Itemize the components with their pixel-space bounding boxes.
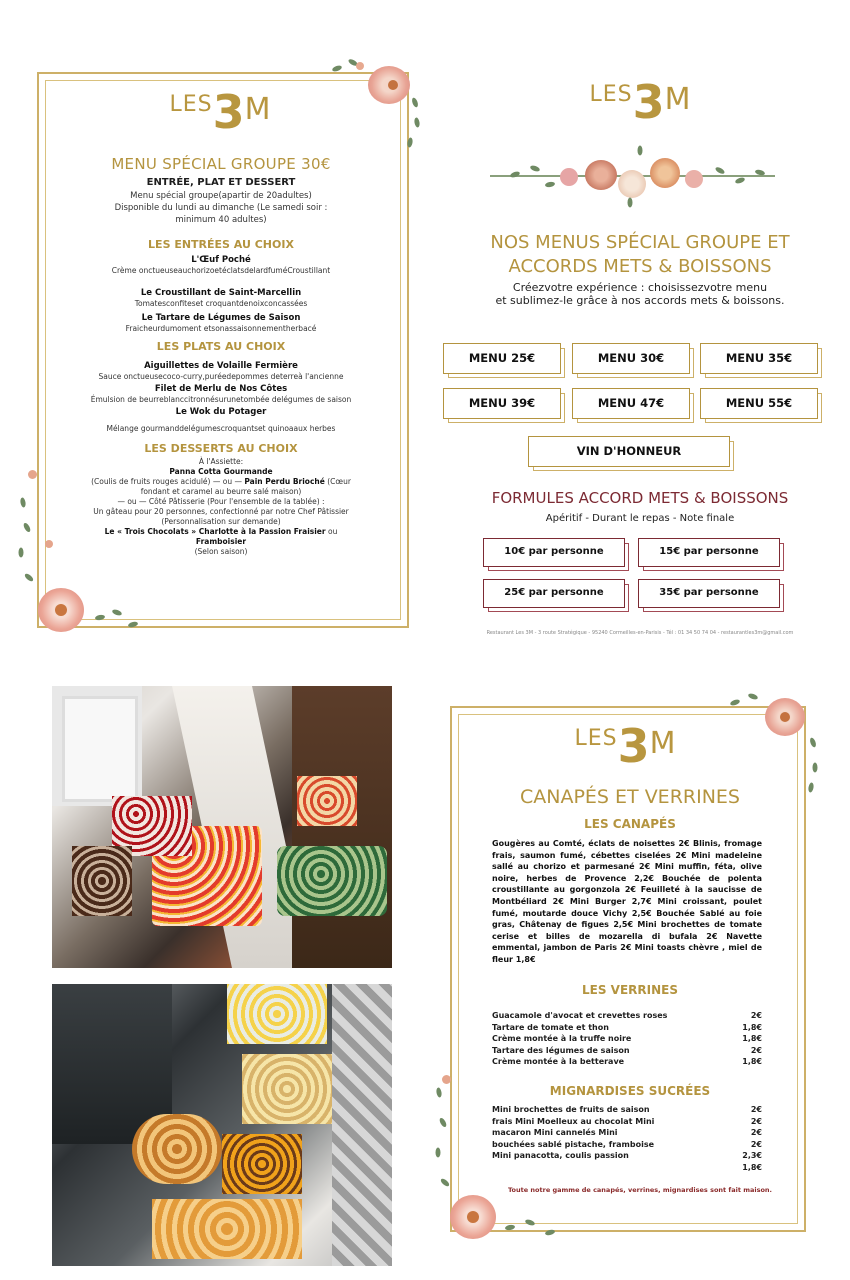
verrine-row: Crème montée à la truffe noire 1,8€ [492,1034,762,1043]
formules-intro: et sublimez-le grâce à nos accords mets & boissons. [495,294,785,307]
menu-30-button[interactable]: MENU 30€ [572,343,690,374]
mignardise-row: Mini panacotta, coulis passion 2,3€ [492,1151,762,1160]
dessert-name: Framboisier [195,537,247,546]
price-10-button[interactable]: 10€ par personne [483,538,625,567]
buffet-photo-bottom [52,984,392,1266]
menu-25-button[interactable]: MENU 25€ [443,343,561,374]
accord-title: FORMULES ACCORD METS & BOISSONS [491,489,789,507]
dessert-line: (Selon saison) [194,547,248,556]
price-25-button[interactable]: 25€ par personne [483,579,625,608]
mignardise-row: 1,8€ [742,1162,762,1172]
dish-description: Mélange gourmanddelégumescroquantset quinoaaux herbes [106,424,336,433]
mignardise-row: frais Mini Moelleux au chocolat Mini 2€ [492,1116,762,1126]
mignardise-row: bouchées sablé pistache, framboise 2€ [492,1139,762,1149]
menu-card-formules [430,0,850,650]
section-title-verrines: LES VERRINES [582,983,678,997]
dessert-line: Le « Trois Chocolats » Charlotte à la Passion Fraisier ou [104,527,338,536]
dessert-name: Panna Cotta Gourmande [169,467,273,476]
menu-card-canapes [430,680,850,1280]
verrine-row: Crème montée à la betterave 1,8€ [492,1057,762,1066]
price-15-button[interactable]: 15€ par personne [638,538,780,567]
formules-heading-line: NOS MENUS SPÉCIAL GROUPE ET [490,232,790,253]
restaurant-footer: Restaurant Les 3M - 3 route Stratégique - 95240 Cormeilles-en-Parisis - Tél : 01 34 50 74 04 - restaurantles3m@gmail.com [486,630,794,636]
dish-name: Le Croustillant de Saint-Marcellin [140,288,302,298]
price-35-button[interactable]: 35€ par personne [638,579,780,608]
homemade-note: Toute notre gamme de canapés, verrines, mignardises sont fait maison. [507,1186,773,1194]
dessert-name: Le « Trois Chocolats » Charlotte à la Passion Fraisier [104,527,326,536]
menu-47-button[interactable]: MENU 47€ [572,388,690,419]
mignardise-row: Mini brochettes de fruits de saison 2€ [492,1105,762,1114]
dessert-line: fondant et caramel au beurre salé maison) [140,487,302,496]
accord-subtitle: Apéritif - Durant le repas - Note finale [545,513,735,524]
menu-condition-line: Disponible du lundi au dimanche (Le samedi soir : [114,203,328,213]
menu-35-button[interactable]: MENU 35€ [700,343,818,374]
verrine-row: Tartare des légumes de saison 2€ [492,1045,762,1055]
dessert-line: (Coulis de fruits rouges acidulé) — ou — Pain Perdu Brioché (Cœur [91,477,351,486]
dish-description: Crème onctueuseauchorizoetéclatsdelardfuméCroustillant [111,266,331,275]
section-title-mignardises: MIGNARDISES SUCRÉES [549,1084,711,1098]
dish-description: Émulsion de beurreblanccitronnésurunetombée delégumes de saison [90,395,352,404]
section-title-desserts: LES DESSERTS AU CHOIX [144,442,298,455]
menu-39-button[interactable]: MENU 39€ [443,388,561,419]
dish-name: L'Œuf Poché [191,255,251,265]
verrine-row: Tartare de tomate et thon 1,8€ [492,1022,762,1032]
formules-heading-line: ACCORDS METS & BOISSONS [508,256,772,277]
menu-condition-line: minimum 40 adultes) [175,215,267,225]
mignardise-row: macaron Mini cannelés Mini 2€ [492,1128,762,1137]
logo: LES3M [589,75,691,129]
canapes-title: CANAPÉS ET VERRINES [520,786,740,808]
dish-description: Sauce onctueusecoco-curry,puréedepommes deterreà l'ancienne [98,372,344,381]
dish-description: Fraicheurdumoment etsonassaisonnementherbacé [125,324,317,333]
menu-title: MENU SPÉCIAL GROUPE 30€ [111,155,331,173]
verrine-row: Guacamole d'avocat et crevettes roses 2€ [492,1011,762,1020]
dessert-line: Un gâteau pour 20 personnes, confectionné par notre Chef Pâtissier [93,507,349,516]
menu-subtitle: ENTRÉE, PLAT ET DESSERT [146,177,296,188]
menu-card-groupe [0,0,430,650]
dessert-name: Pain Perdu Brioché [244,477,325,486]
dish-name: Le Wok du Potager [175,407,267,417]
formules-intro: Créezvotre expérience : choisissezvotre menu [512,281,768,294]
logo: LES3M [169,85,271,139]
logo: LES3M [574,719,676,773]
dish-name: Aiguillettes de Volaille Fermière [144,361,298,371]
dish-description: Tomatesconfiteset croquantdenoixconcassées [134,299,308,308]
section-title-entrees: LES ENTRÉES AU CHOIX [148,238,294,251]
dessert-line: À l'Assiette: [198,457,244,466]
dish-name: Le Tartare de Légumes de Saison [141,313,301,323]
section-title-canapes: LES CANAPÉS [584,817,676,831]
buffet-photo-top [52,686,392,968]
section-title-plats: LES PLATS AU CHOIX [156,340,286,353]
vin-honneur-button[interactable]: VIN D'HONNEUR [528,436,730,467]
menu-condition-line: Menu spécial groupe(apartir de 20adultes) [130,191,312,201]
canapes-list: Gougères au Comté, éclats de noisettes 2€ Blinis, fromage frais, saumon fumé, cébettes ciselées 2€ Mini madeleine sallé au chorizo et parmesané 2€ Mini muffin, féta, olive noire, herbes de Provence 2,2€ Bouchée de polenta croustillante au gorgonzola 2€ Feuilleté à la saucisse de Montbéliard 2€ Mini Burger 2,7€ Mini croissant, poulet fumé, moutarde douce Vichy 2,5€ Bouchée Sablé au foie gras, Châtenay de figues 2,5€ Mini brochettes de tomate cerise et billes de mozarella di bufala 2€ Navette emmental, jambon de Paris 2€ Mini toasts chèvre , miel de fleur 1,8€ [492,839,762,964]
dessert-line: (Personnalisation sur demande) [161,517,281,526]
dessert-line: — ou — Côté Pâtisserie (Pour l'ensemble de la tablée) : [117,497,325,506]
menu-55-button[interactable]: MENU 55€ [700,388,818,419]
dish-name: Filet de Merlu de Nos Côtes [154,384,288,394]
